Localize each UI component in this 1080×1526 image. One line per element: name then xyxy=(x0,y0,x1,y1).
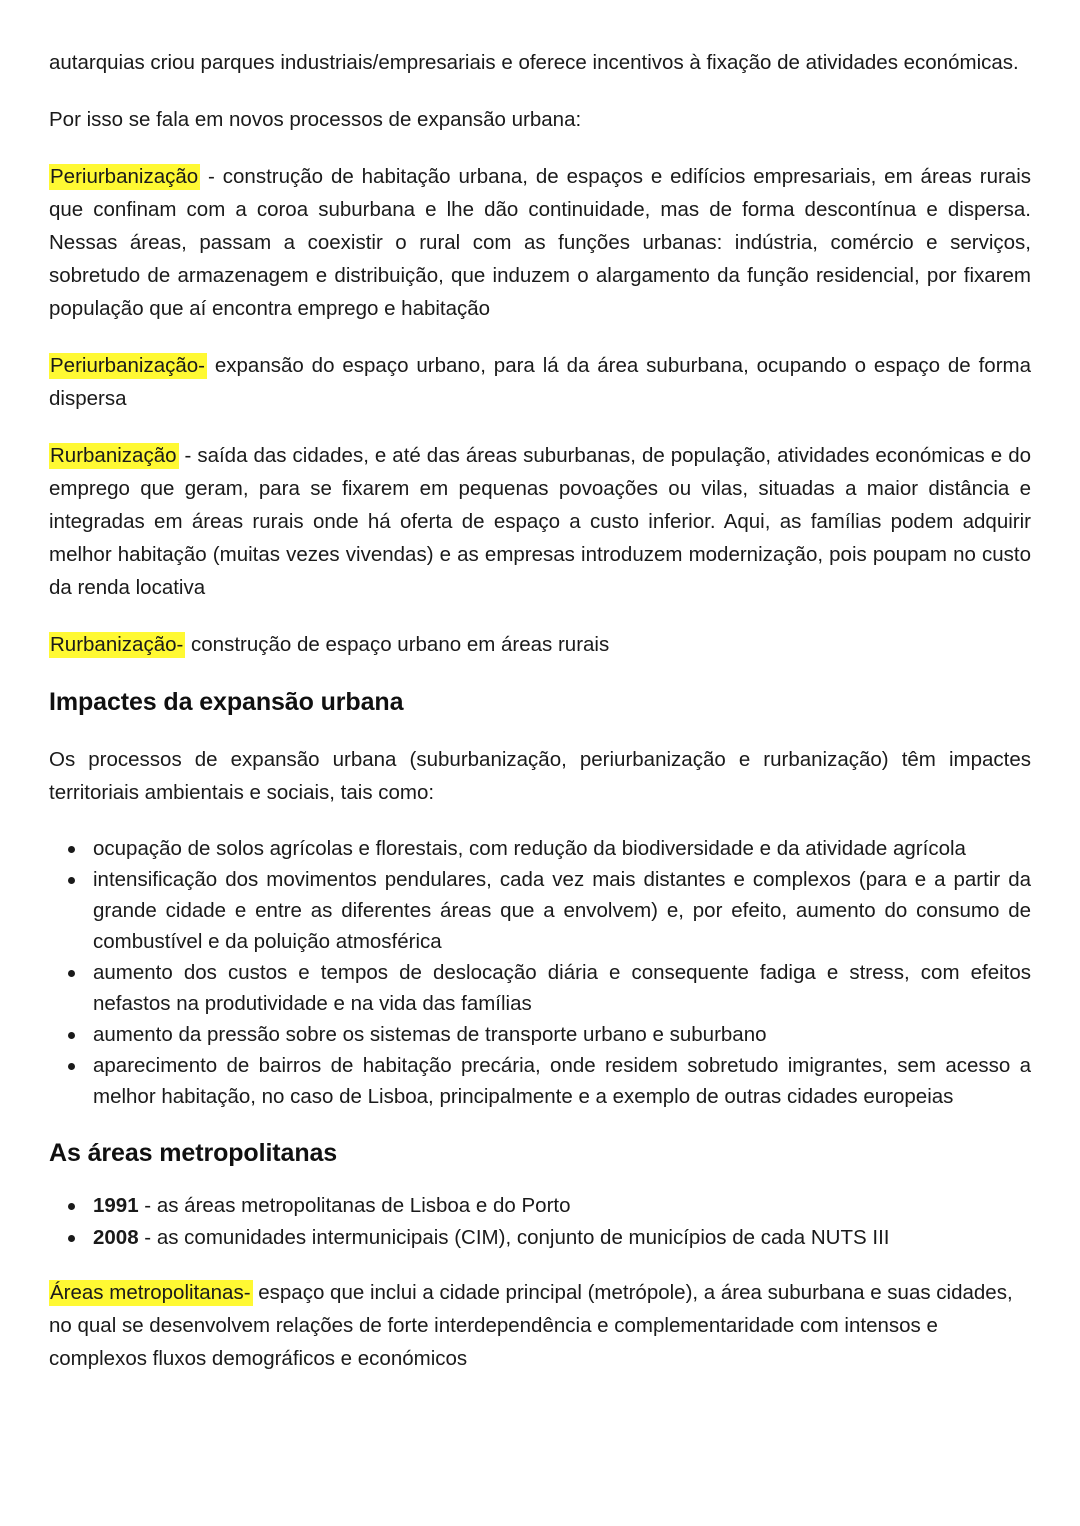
paragraph-impactes-intro: Os processos de expansão urbana (suburbanização, periurbanização e rurbanização) têm impactes territoriais ambientais e sociais, tais como: xyxy=(49,748,1031,804)
highlight-term-rurbanizacao-1: Rurbanização xyxy=(50,444,177,467)
list-item: aumento da pressão sobre os sistemas de transporte urbano e suburbano xyxy=(93,1019,1031,1050)
definition-text-rurbanizacao-2: construção de espaço urbano em áreas rurais xyxy=(185,633,610,656)
definition-periurbanizacao-2 xyxy=(49,349,1031,415)
list-item: aparecimento de bairros de habitação precária, onde residem sobretudo imigrantes, sem acesso a melhor habitação, no caso de Lisboa, principalmente e a exemplo de outras cidades europeias xyxy=(93,1050,1031,1112)
paragraph-lead-in: Por isso se fala em novos processos de expansão urbana: xyxy=(49,108,582,131)
highlight-term-periurbanizacao-2: Periurbanização- xyxy=(50,354,205,377)
highlight-term-periurbanizacao-1: Periurbanização xyxy=(50,165,199,188)
definition-text-periurbanizacao-2: expansão do espaço urbano, para lá da área suburbana, ocupando o espaço de forma dispersa xyxy=(49,354,1031,410)
definition-periurbanizacao-1 xyxy=(49,160,1031,325)
definition-areas-metropolitanas xyxy=(49,1276,1031,1375)
list-item: ocupação de solos agrícolas e florestais, com redução da biodiversidade e da atividade agrícola xyxy=(93,833,1031,864)
list-item-text: - as áreas metropolitanas de Lisboa e do Porto xyxy=(138,1194,571,1217)
definition-text-rurbanizacao-1: - saída das cidades, e até das áreas suburbanas, de população, atividades económicas e do emprego que geram, para se fixarem em pequenas povoações ou vilas, situadas a maior distância e integradas em áreas rurais onde há oferta de espaço a custo inferior. Aqui, as famílias podem adquirir melhor habitação (muitas vezes vivendas) e as empresas introduzem modernização, pois poupam no custo da renda locativa xyxy=(49,444,1031,599)
list-item-year: 2008 xyxy=(93,1226,139,1249)
list-item xyxy=(93,1222,1031,1254)
list-item: aumento dos custos e tempos de deslocação diária e consequente fadiga e stress, com efeitos nefastos na produtividade e na vida das famílias xyxy=(93,957,1031,1019)
highlight-term-rurbanizacao-2: Rurbanização- xyxy=(50,633,184,656)
list-item xyxy=(93,1190,1031,1222)
page-heading-areas-metropolitanas: As áreas metropolitanas xyxy=(49,1139,338,1167)
paragraph-intro-continuation: autarquias criou parques industriais/empresariais e oferece incentivos à fixação de atividades económicas. xyxy=(49,51,1019,74)
definition-rurbanizacao-2 xyxy=(49,628,1031,661)
document-body xyxy=(49,46,1031,1375)
highlight-term-areas-metropolitanas: Áreas metropolitanas- xyxy=(50,1281,251,1304)
metropolitanas-list xyxy=(49,1190,1031,1254)
list-item-year: 1991 xyxy=(93,1194,139,1217)
impactes-list xyxy=(49,833,1031,1112)
list-item-text: - as comunidades intermunicipais (CIM), conjunto de municípios de cada NUTS III xyxy=(138,1226,890,1249)
definition-text-areas-metropolitanas: espaço que inclui a cidade principal (metrópole), a área suburbana e suas cidades, no qual se desenvolvem relações de forte interdependência e complementaridade com intensos e complexos fluxos demográficos e económicos xyxy=(49,1281,1013,1370)
definition-rurbanizacao-1 xyxy=(49,439,1031,604)
page-heading-impactes: Impactes da expansão urbana xyxy=(49,688,404,716)
list-item: intensificação dos movimentos pendulares, cada vez mais distantes e complexos (para e a partir da grande cidade e entre as diferentes áreas que a envolvem) e, por efeito, aumento do consumo de combustível e da poluição atmosférica xyxy=(93,864,1031,957)
definition-text-periurbanizacao-1: - construção de habitação urbana, de espaços e edifícios empresariais, em áreas rurais que confinam com a coroa suburbana e lhe dão continuidade, mas de forma descontínua e dispersa. Nessas áreas, passam a coexistir o rural com as funções urbanas: indústria, comércio e serviços, sobretudo de armazenagem e distribuição, que induzem o alargamento da função residencial, por fixarem população que aí encontra emprego e habitação xyxy=(49,165,1031,320)
